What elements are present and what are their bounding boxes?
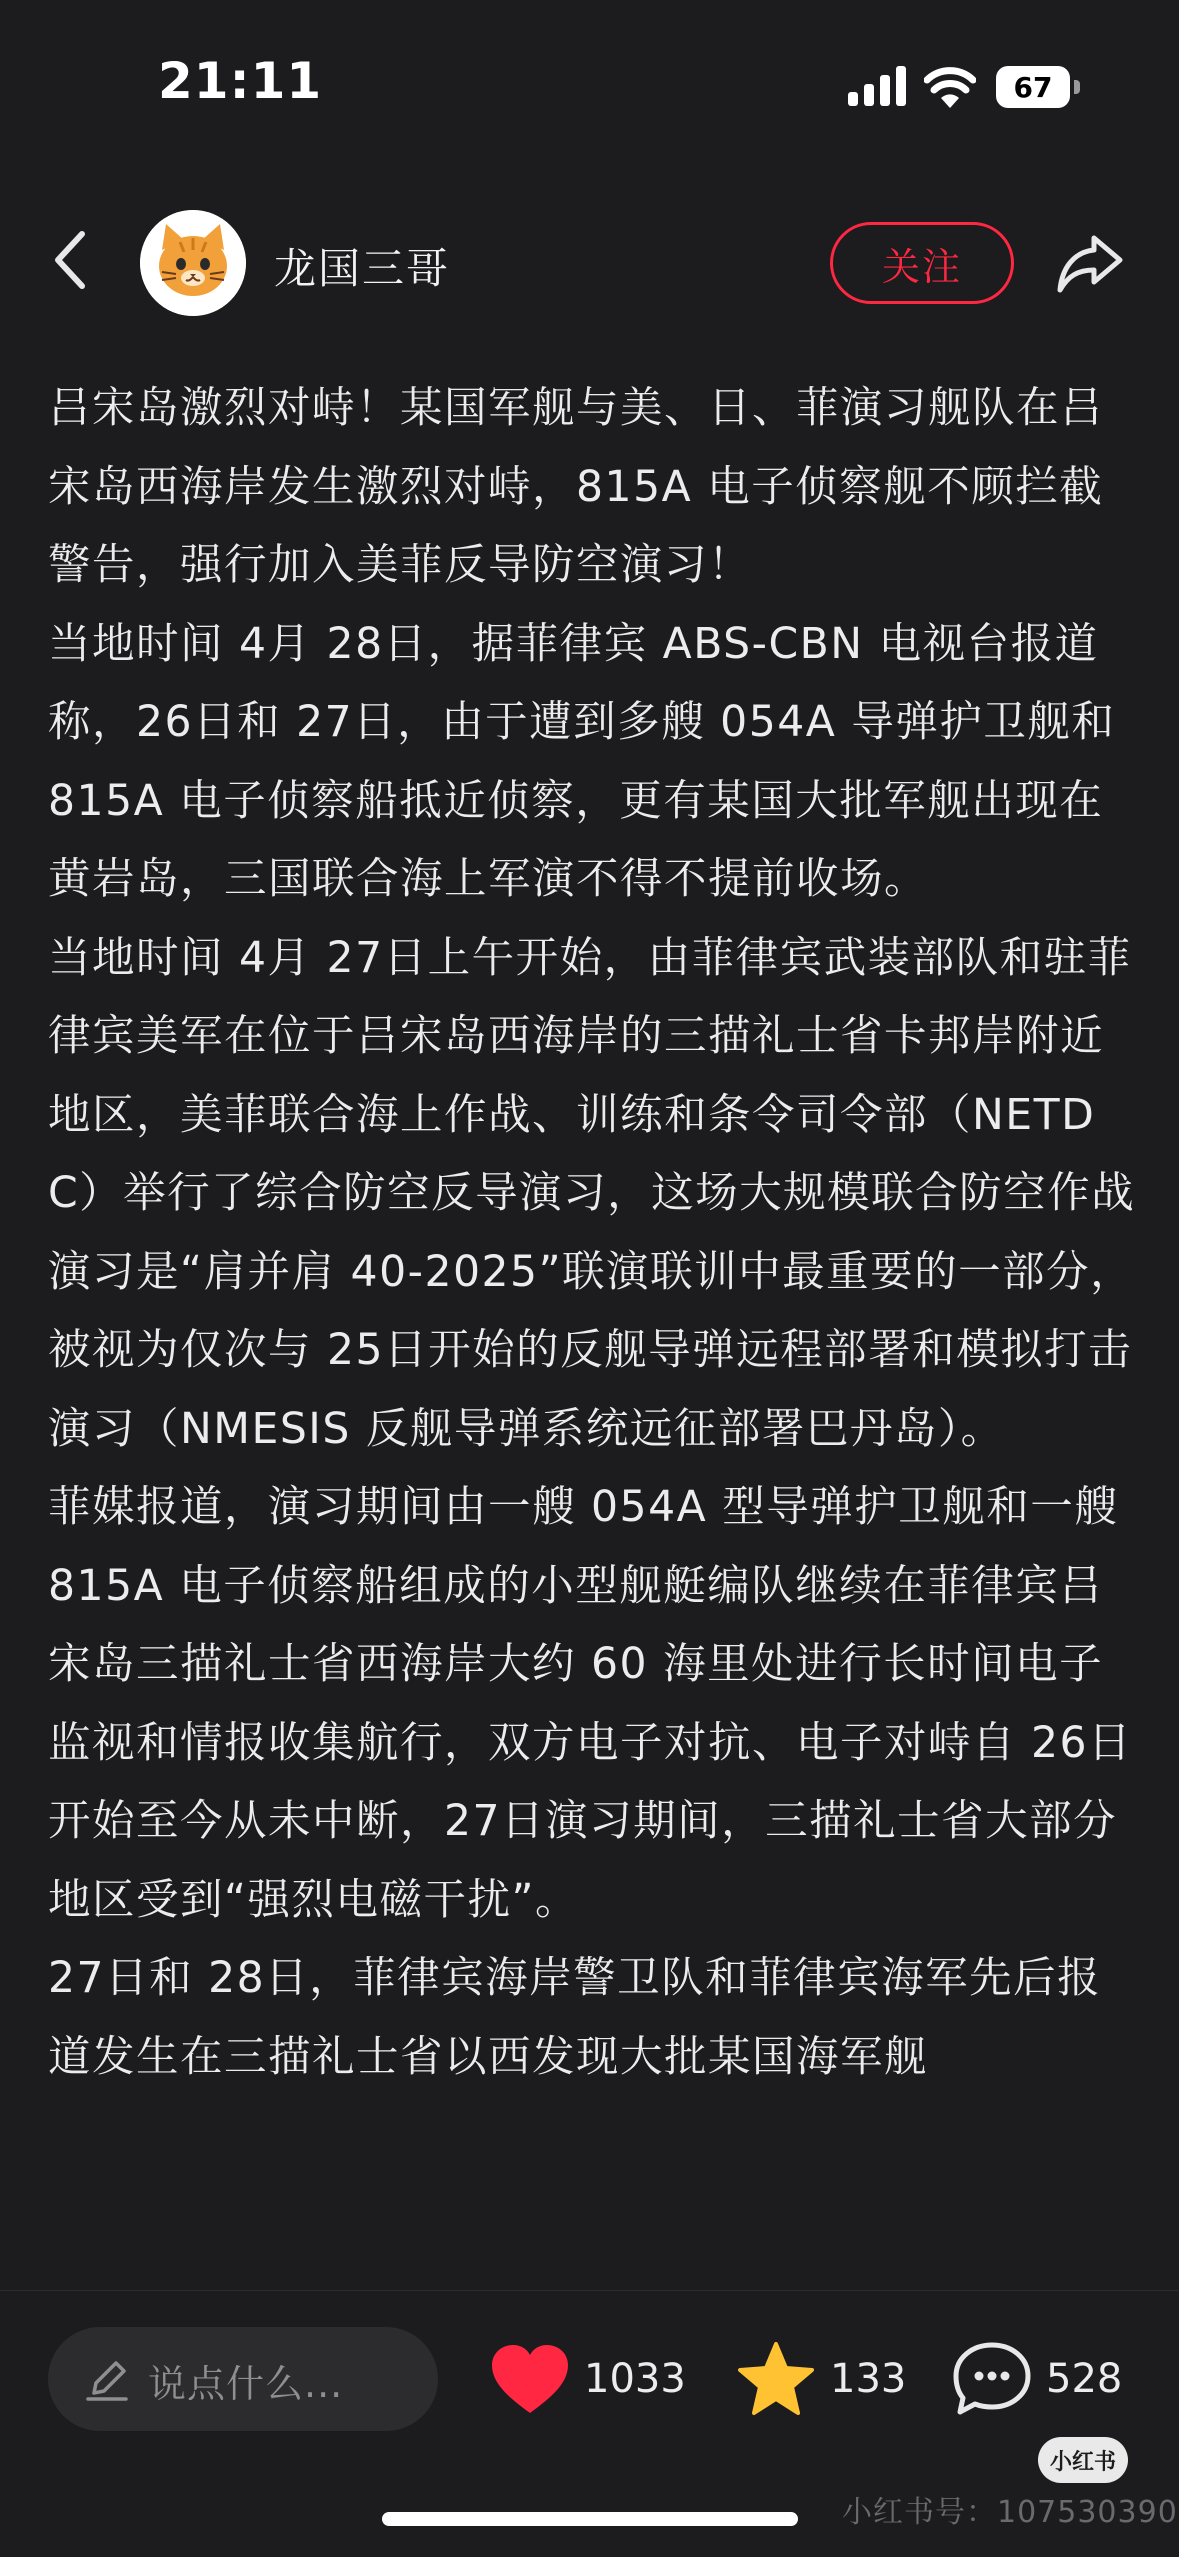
comment-count: 528 <box>1046 2356 1123 2402</box>
xiaohongshu-logo: 小红书 <box>1038 2437 1128 2483</box>
like-button[interactable] <box>490 2327 686 2431</box>
note-content <box>48 370 1138 2290</box>
comment-placeholder: 说点什么... <box>148 2362 344 2406</box>
paragraph: 当地时间 4月 28日，据菲律宾 ABS-CBN 电视台报道称，26日和 27日，由于遭到多艘 054A 导弹护卫舰和 815A 电子侦察船抵近侦察，更有某国大批军舰出现在黄岩岛，三国联合海上军演不得不提前收场。 <box>48 619 1116 904</box>
author-name[interactable]: 龙国三哥 <box>274 244 451 293</box>
back-arrow-icon[interactable] <box>44 220 104 300</box>
avatar[interactable] <box>140 210 246 316</box>
comment-button[interactable] <box>952 2327 1122 2431</box>
like-count: 1033 <box>584 2356 686 2402</box>
paragraph: 吕宋岛激烈对峙！某国军舰与美、日、菲演习舰队在吕宋岛西海岸发生激烈对峙，815A 电子侦察舰不顾拦截警告，强行加入美菲反导防空演习！ <box>48 384 1105 590</box>
watermark: 小红书号：107530390 <box>842 2495 1178 2530</box>
battery-icon <box>996 66 1080 108</box>
heart-icon <box>490 2343 570 2415</box>
signal-icon <box>848 66 906 106</box>
wifi-icon <box>924 64 976 108</box>
collect-count: 133 <box>830 2356 907 2402</box>
follow-button[interactable]: 关注 <box>830 222 1014 304</box>
status-bar <box>0 0 1179 150</box>
collect-button[interactable] <box>736 2327 906 2431</box>
status-time: 21:11 <box>158 52 323 110</box>
cat-avatar-icon <box>140 210 246 316</box>
paragraph: 菲媒报道，演习期间由一艘 054A 型导弹护卫舰和一艘 815A 电子侦察船组成的小型舰艇编队继续在菲律宾吕宋岛三描礼士省西海岸大约 60 海里处进行长时间电子监视和情报收集航行，双方电子对抗、电子对峙自 26日开始至今从未中断，27日演习期间，三描礼士省大部分地区受到“强烈电磁干扰”。 <box>48 1483 1133 1925</box>
paragraph: 当地时间 4月 27日上午开始，由菲律宾武装部队和驻菲律宾美军在位于吕宋岛西海岸的三描礼士省卡邦岸附近地区，美菲联合海上作战、训练和条令司令部（NETDC）举行了综合防空反导演习，这场大规模联合防空作战演习是“肩并肩 40-2025”联演联训中最重要的一部分，被视为仅次与 25日开始的反舰导弹远程部署和模拟打击演习（NMESIS 反舰导弹系统远征部署巴丹岛）。 <box>48 933 1136 1454</box>
paragraph: 27日和 28日，菲律宾海岸警卫队和菲律宾海军先后报道发生在三描礼士省以西发现大批某国海军舰 <box>48 1954 1102 2082</box>
battery-level: 67 <box>1013 70 1053 104</box>
note-header <box>0 190 1179 340</box>
comment-input[interactable] <box>48 2327 438 2431</box>
share-icon[interactable] <box>1056 228 1126 298</box>
pencil-icon <box>84 2357 130 2403</box>
comment-bubble-icon <box>952 2341 1032 2417</box>
star-icon <box>736 2341 816 2417</box>
home-indicator[interactable] <box>382 2512 798 2526</box>
